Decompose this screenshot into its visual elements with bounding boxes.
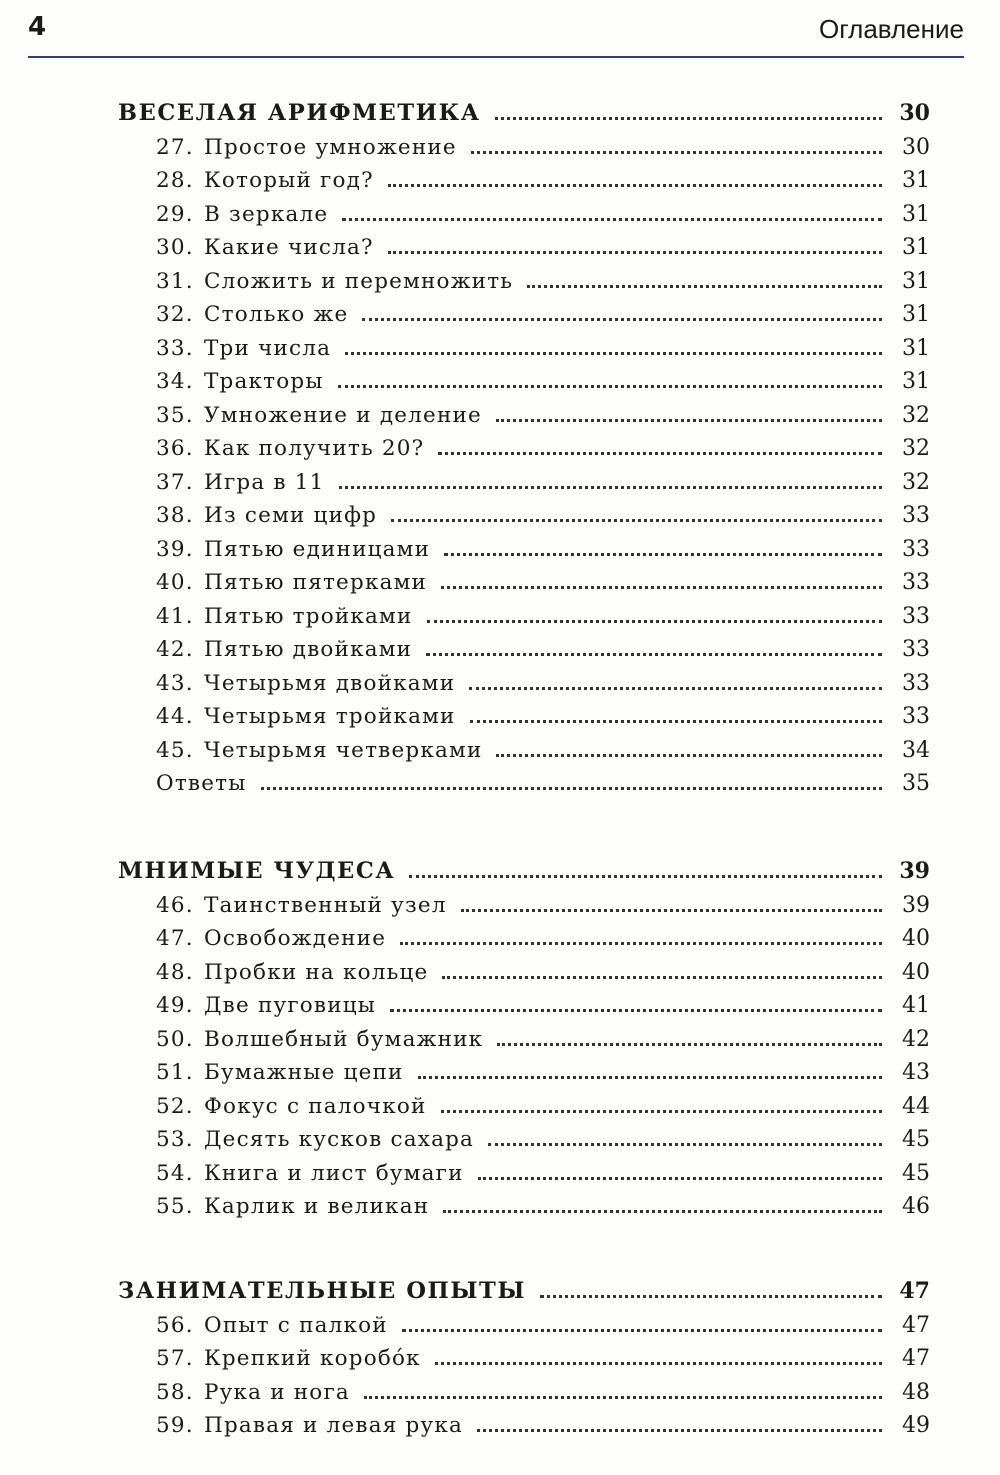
toc-entry[interactable] <box>118 227 930 261</box>
page-ref: 31 <box>902 302 930 327</box>
entry-number: 45. <box>156 737 194 763</box>
page-ref: 40 <box>902 959 930 985</box>
page-ref: 31 <box>902 335 930 361</box>
entry-label: Карлик и великан <box>204 1194 430 1219</box>
entry-number: 30. <box>156 235 194 260</box>
entry-number: 44. <box>156 704 194 729</box>
page-ref: 39 <box>902 892 930 918</box>
page-number: 4 <box>28 12 47 42</box>
dot-leader <box>338 384 882 388</box>
toc-entry[interactable] <box>118 1304 930 1338</box>
toc-entry[interactable] <box>118 461 930 495</box>
toc-entry[interactable] <box>118 428 930 462</box>
toc-entry[interactable] <box>118 1085 930 1119</box>
toc-entry[interactable] <box>118 1405 930 1439</box>
toc-entry[interactable] <box>118 327 930 361</box>
dot-leader <box>478 1176 882 1180</box>
toc-entry[interactable] <box>118 126 930 160</box>
entry-number: 48. <box>156 959 194 985</box>
entry-number: 59. <box>156 1413 194 1438</box>
dot-leader <box>390 1008 882 1012</box>
page-ref: 35 <box>902 771 930 796</box>
entry-number: 43. <box>156 670 194 696</box>
entry-number: 31. <box>156 268 194 294</box>
dot-leader <box>402 1328 882 1332</box>
entry-number: 42. <box>156 637 194 662</box>
entry-label: Из семи цифр <box>204 503 378 528</box>
page-ref: 32 <box>902 469 930 495</box>
entry-number: 33. <box>156 335 194 361</box>
toc-entry[interactable] <box>118 260 930 294</box>
page-ref: 48 <box>902 1379 930 1405</box>
page-ref: 31 <box>902 168 930 193</box>
page-ref: 45 <box>902 1127 930 1152</box>
toc-entry[interactable] <box>118 1338 930 1372</box>
dot-leader <box>418 1075 882 1079</box>
page-ref: 33 <box>902 503 930 528</box>
entry-number: 27. <box>156 134 194 160</box>
dot-leader <box>540 1294 882 1298</box>
dot-leader <box>364 1395 882 1399</box>
page-ref: 31 <box>902 201 930 227</box>
toc-entry[interactable] <box>118 1052 930 1086</box>
toc-section <box>118 86 930 796</box>
entry-label: Фокус с палочкой <box>204 1093 427 1119</box>
dot-leader <box>388 250 882 254</box>
dot-leader <box>339 485 882 489</box>
toc-section <box>118 1264 930 1438</box>
page-ref: 30 <box>902 134 930 160</box>
dot-leader <box>441 1109 882 1113</box>
entry-label: Который год? <box>204 168 374 193</box>
toc-entry[interactable] <box>118 1371 930 1405</box>
dot-leader <box>444 552 882 556</box>
page-ref: 33 <box>902 704 930 729</box>
entry-label: Умножение и деление <box>204 402 482 428</box>
dot-leader <box>388 183 882 187</box>
page-ref: 31 <box>902 268 930 294</box>
dot-leader <box>477 1428 882 1432</box>
toc-entry[interactable] <box>118 528 930 562</box>
dot-leader <box>441 585 882 589</box>
entry-number: 39. <box>156 536 194 562</box>
toc-entry[interactable] <box>118 662 930 696</box>
entry-number: 38. <box>156 503 194 528</box>
dot-leader <box>345 351 882 355</box>
entry-label: Как получить 20? <box>204 436 425 461</box>
entry-number: 28. <box>156 168 194 193</box>
entry-label: Пробки на кольце <box>204 959 429 985</box>
toc-entry[interactable] <box>118 729 930 763</box>
page-ref: 42 <box>902 1026 930 1052</box>
dot-leader <box>443 1209 882 1213</box>
entry-number: 56. <box>156 1312 194 1338</box>
entry-label: Какие числа? <box>204 235 374 260</box>
page-ref: 34 <box>902 737 930 763</box>
toc-entry[interactable] <box>118 361 930 395</box>
entry-label: Игра в 11 <box>204 469 325 495</box>
dot-leader <box>461 908 882 912</box>
entry-label: Бумажные цепи <box>204 1060 404 1085</box>
page-ref: 41 <box>902 993 930 1018</box>
entry-label: Четырьмя четверками <box>204 737 483 763</box>
toc-entry[interactable] <box>118 495 930 529</box>
page-ref: 47 <box>899 1278 930 1304</box>
toc-entry[interactable] <box>118 1186 930 1220</box>
dot-leader <box>362 317 882 321</box>
page-ref: 33 <box>902 603 930 629</box>
dot-leader <box>409 874 882 878</box>
entry-label: Ответы <box>156 771 247 796</box>
toc-entry[interactable] <box>118 763 930 797</box>
dot-leader <box>495 116 882 120</box>
entry-label: В зеркале <box>204 201 329 227</box>
page-ref: 33 <box>902 670 930 696</box>
dot-leader <box>438 451 882 455</box>
dot-leader <box>496 753 882 757</box>
dot-leader <box>391 518 882 522</box>
running-title: Оглавление <box>819 14 964 44</box>
dot-leader <box>342 217 882 221</box>
dot-leader <box>471 150 882 154</box>
dot-leader <box>435 1361 882 1365</box>
entry-label: Три числа <box>204 335 332 361</box>
entry-number: 29. <box>156 201 194 227</box>
toc-entry[interactable] <box>118 193 930 227</box>
page-ref: 32 <box>902 402 930 428</box>
entry-number: 37. <box>156 469 194 495</box>
entry-label: Столько же <box>204 302 349 327</box>
section-heading[interactable] <box>118 844 930 884</box>
toc-entry[interactable] <box>118 160 930 194</box>
page-ref: 31 <box>902 235 930 260</box>
dot-leader <box>488 1142 882 1146</box>
entry-label: Пятью двойками <box>204 637 413 662</box>
entry-label: Крепкий коробóк <box>204 1346 421 1371</box>
entry-number: 54. <box>156 1160 194 1186</box>
page-ref: 40 <box>902 926 930 951</box>
entry-label: Таинственный узел <box>204 892 447 918</box>
dot-leader <box>497 1042 882 1046</box>
entry-number: 36. <box>156 436 194 461</box>
entry-label: Правая и левая рука <box>204 1413 463 1438</box>
page-ref: 45 <box>902 1160 930 1186</box>
entry-label: Простое умножение <box>204 134 457 160</box>
page-ref: 39 <box>899 858 930 884</box>
dot-leader <box>426 652 882 656</box>
page-ref: 46 <box>902 1194 930 1219</box>
page-ref: 33 <box>902 536 930 562</box>
dot-leader <box>427 619 882 623</box>
section-heading[interactable] <box>118 1264 930 1304</box>
entry-number: 49. <box>156 993 194 1018</box>
entry-number: 32. <box>156 302 194 327</box>
toc-entry[interactable] <box>118 294 930 328</box>
entry-label: Книга и лист бумаги <box>204 1160 464 1186</box>
toc-entry[interactable] <box>118 884 930 918</box>
page-ref: 32 <box>902 436 930 461</box>
entry-number: 55. <box>156 1194 194 1219</box>
toc-entry[interactable] <box>118 696 930 730</box>
entry-label: Рука и нога <box>204 1379 350 1405</box>
dot-leader <box>496 418 882 422</box>
entry-number: 34. <box>156 369 194 394</box>
page-ref: 31 <box>902 369 930 394</box>
toc-entry[interactable] <box>118 1018 930 1052</box>
toc-entry[interactable] <box>118 985 930 1019</box>
toc-entry[interactable] <box>118 595 930 629</box>
entry-number: 41. <box>156 603 194 629</box>
entry-label: Десять кусков сахара <box>204 1127 475 1152</box>
entry-label: Четырьмя двойками <box>204 670 456 696</box>
entry-number: 50. <box>156 1026 194 1052</box>
page-ref: 30 <box>899 100 930 126</box>
entry-label: Сложить и перемножить <box>204 268 514 294</box>
section-heading[interactable] <box>118 86 930 126</box>
entry-number: 51. <box>156 1060 194 1085</box>
toc-entry[interactable] <box>118 562 930 596</box>
section-title: МНИМЫЕ ЧУДЕСА <box>118 858 396 884</box>
entry-label: Пятью тройками <box>204 603 413 629</box>
page-ref: 33 <box>902 570 930 595</box>
entry-label: Две пуговицы <box>204 993 377 1018</box>
page-ref: 49 <box>902 1413 930 1438</box>
entry-number: 58. <box>156 1379 194 1405</box>
page-header <box>28 6 964 58</box>
entry-label: Волшебный бумажник <box>204 1026 484 1052</box>
entry-number: 52. <box>156 1093 194 1119</box>
section-title: ВЕСЕЛАЯ АРИФМЕТИКА <box>118 100 481 126</box>
entry-number: 47. <box>156 926 194 951</box>
entry-label: Пятью пятерками <box>204 570 428 595</box>
toc-entry[interactable] <box>118 394 930 428</box>
toc-entry[interactable] <box>118 629 930 663</box>
entry-number: 57. <box>156 1346 194 1371</box>
entry-label: Освобождение <box>204 926 387 951</box>
page-ref: 47 <box>902 1346 930 1371</box>
dot-leader <box>261 786 882 790</box>
dot-leader <box>400 941 882 945</box>
section-title: ЗАНИМАТЕЛЬНЫЕ ОПЫТЫ <box>118 1278 526 1304</box>
toc-entry[interactable] <box>118 1152 930 1186</box>
page-ref: 43 <box>902 1060 930 1085</box>
toc-entry[interactable] <box>118 1119 930 1153</box>
toc-entry[interactable] <box>118 918 930 952</box>
entry-label: Тракторы <box>204 369 324 394</box>
entry-label: Опыт с палкой <box>204 1312 388 1338</box>
entry-number: 40. <box>156 570 194 595</box>
dot-leader <box>469 686 882 690</box>
entry-number: 53. <box>156 1127 194 1152</box>
dot-leader <box>527 284 882 288</box>
page-ref: 33 <box>902 637 930 662</box>
entry-label: Пятью единицами <box>204 536 431 562</box>
page-ref: 44 <box>902 1093 930 1119</box>
entry-number: 46. <box>156 892 194 918</box>
dot-leader <box>442 975 882 979</box>
toc-entry[interactable] <box>118 951 930 985</box>
toc-section <box>118 844 930 1219</box>
page-ref: 47 <box>902 1312 930 1338</box>
dot-leader <box>470 719 882 723</box>
entry-label: Четырьмя тройками <box>204 704 456 729</box>
entry-number: 35. <box>156 402 194 428</box>
